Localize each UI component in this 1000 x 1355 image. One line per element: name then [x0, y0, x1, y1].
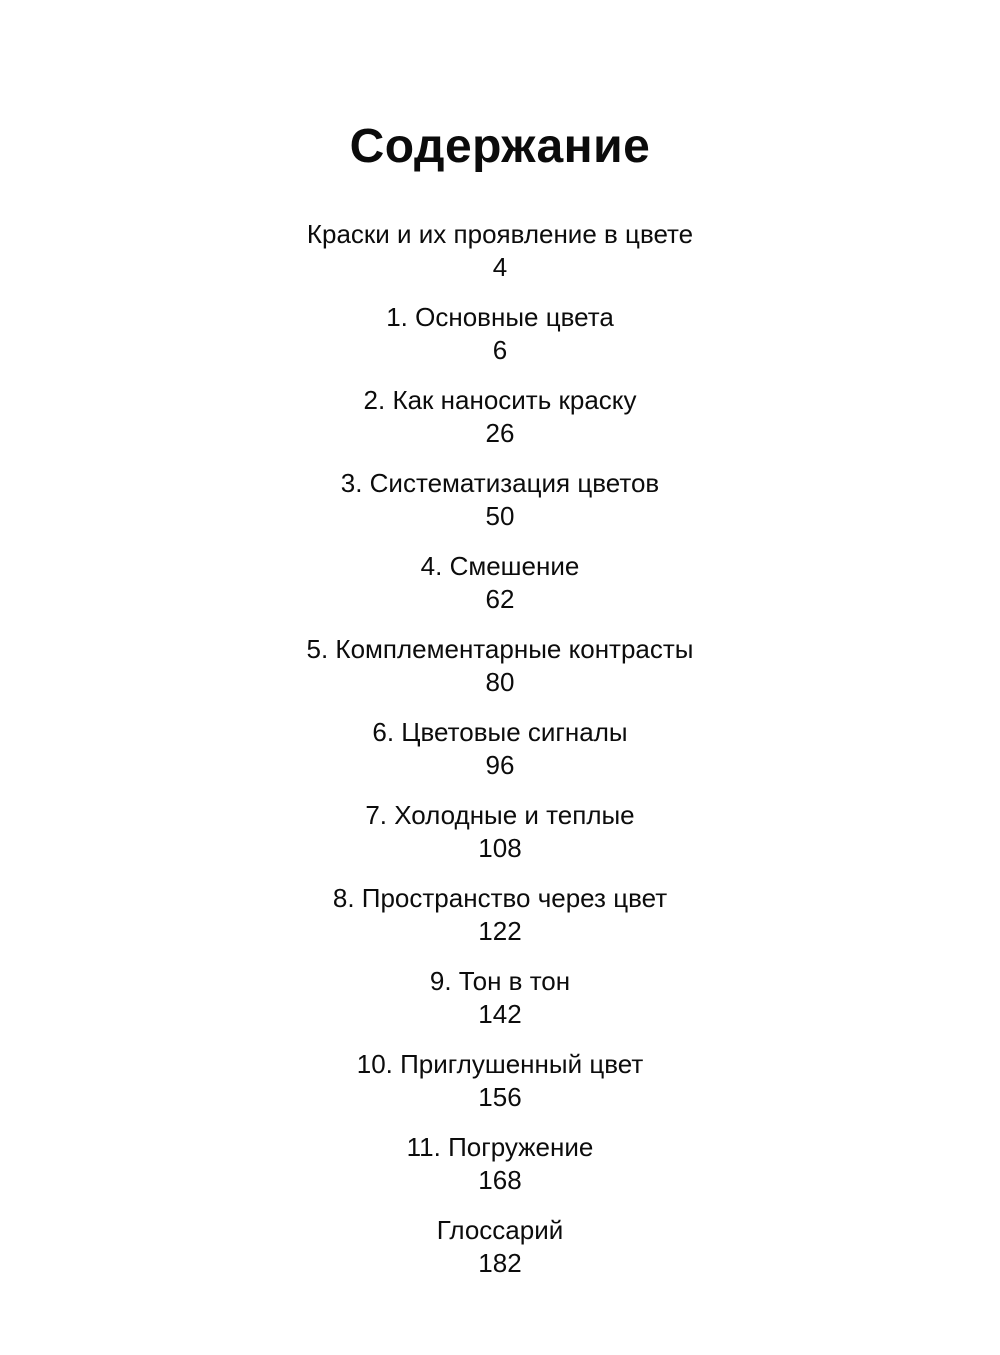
- toc-entry-label: 4. Смешение: [420, 551, 580, 581]
- toc-entry-page: 62: [485, 584, 515, 614]
- toc-entry-page: 96: [485, 750, 515, 780]
- toc-entry: [0, 716, 1000, 782]
- table-of-contents: [0, 218, 1000, 1280]
- toc-entry-label: Глоссарий: [436, 1215, 564, 1245]
- toc-entry-page: 6: [492, 335, 508, 365]
- toc-entry-label: 10. Приглушенный цвет: [356, 1049, 644, 1079]
- toc-entry-page: 26: [485, 418, 515, 448]
- toc-entry: [0, 467, 1000, 533]
- toc-entry: [0, 218, 1000, 284]
- toc-entry-label: 11. Погружение: [406, 1132, 594, 1162]
- toc-entry-label: 9. Тон в тон: [429, 966, 571, 996]
- toc-entry: [0, 1048, 1000, 1114]
- toc-entry-page: 50: [485, 501, 515, 531]
- toc-entry-page: 108: [478, 833, 522, 863]
- toc-entry-label: 8. Пространство через цвет: [332, 883, 668, 913]
- toc-entry: [0, 550, 1000, 616]
- toc-entry: [0, 301, 1000, 367]
- toc-entry-page: 142: [478, 999, 522, 1029]
- toc-entry: [0, 384, 1000, 450]
- toc-entry: [0, 965, 1000, 1031]
- toc-entry-page: 168: [478, 1165, 522, 1195]
- toc-entry-label: 2. Как наносить краску: [363, 385, 637, 415]
- toc-entry-page: 80: [485, 667, 515, 697]
- toc-entry-label: 5. Комплементарные контрасты: [306, 634, 694, 664]
- toc-entry: [0, 1214, 1000, 1280]
- toc-entry-page: 4: [492, 252, 508, 282]
- toc-entry: [0, 633, 1000, 699]
- toc-entry-page: 122: [478, 916, 522, 946]
- toc-entry-page: 156: [478, 1082, 522, 1112]
- toc-entry: [0, 882, 1000, 948]
- page-title: Содержание: [349, 120, 651, 173]
- toc-entry-page: 182: [478, 1248, 522, 1278]
- toc-entry: [0, 1131, 1000, 1197]
- toc-entry-label: 1. Основные цвета: [386, 302, 614, 332]
- toc-entry-label: 3. Систематизация цветов: [340, 468, 660, 498]
- toc-entry: [0, 799, 1000, 865]
- toc-entry-label: 7. Холодные и теплые: [365, 800, 635, 830]
- toc-entry-label: 6. Цветовые сигналы: [372, 717, 628, 747]
- toc-entry-label: Краски и их проявление в цвете: [306, 219, 694, 249]
